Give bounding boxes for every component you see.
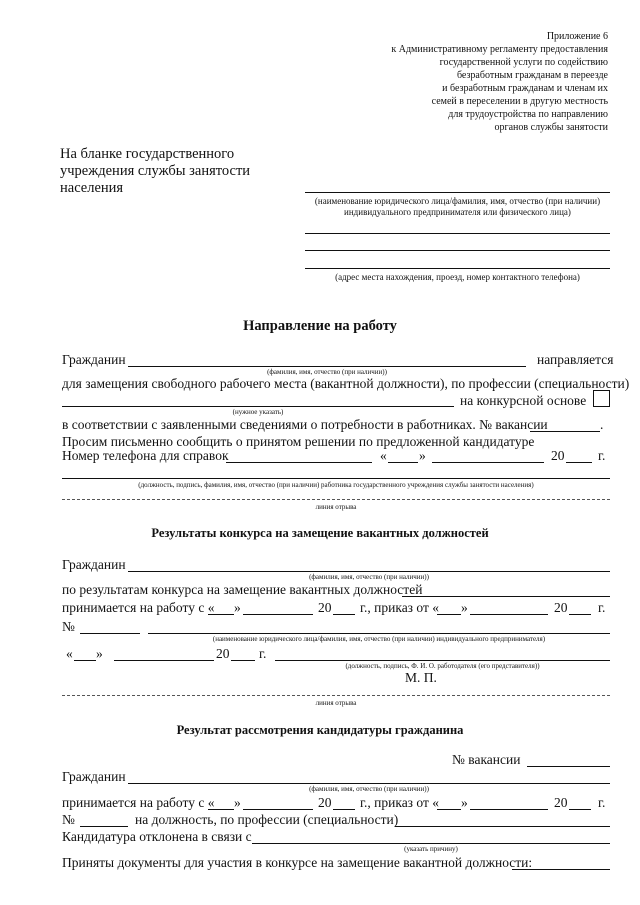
letterhead-line: На бланке государственного bbox=[60, 146, 235, 162]
comp-line2: по результатам конкурса на замещение вакантных должностей bbox=[62, 582, 423, 597]
review-vacancy-field[interactable] bbox=[527, 766, 610, 767]
comp-order-from: г., приказ от « bbox=[360, 600, 439, 615]
period: . bbox=[600, 417, 604, 432]
referral-line2: для замещения свободного рабочего места (вакантной должности), по профессии (специальности) bbox=[62, 376, 630, 391]
comp-order-year-prefix: 20 bbox=[554, 600, 568, 615]
review-quote-close: » bbox=[234, 795, 241, 810]
addressee-name-caption-1: (наименование юридического лица/фамилия, имя, отчество (при наличии) bbox=[314, 196, 601, 206]
review-number-sign: № bbox=[62, 812, 75, 827]
comp-fio-caption: (фамилия, имя, отчество (при наличии)) bbox=[309, 573, 429, 581]
competitive-checkbox[interactable] bbox=[593, 390, 610, 407]
citizen-fio-field[interactable] bbox=[128, 366, 526, 367]
review-order-quote-close: » bbox=[461, 795, 468, 810]
annex-line: и безработным гражданам и членам их bbox=[442, 83, 608, 94]
addressee-name-caption-2: индивидуального предпринимателя или физического лица) bbox=[344, 207, 571, 217]
competitive-label: на конкурсной основе bbox=[460, 393, 587, 408]
referral-title: Направление на работу bbox=[243, 318, 397, 334]
signer-field[interactable] bbox=[62, 478, 610, 479]
comp-order-number-field[interactable] bbox=[80, 633, 140, 634]
review-reason-caption: (указать причину) bbox=[404, 845, 458, 853]
day-field[interactable] bbox=[388, 462, 418, 463]
year-prefix: 20 bbox=[551, 448, 565, 463]
review-title: Результат рассмотрения кандидатуры гражданина bbox=[176, 723, 464, 737]
comp-date-quote-open: « bbox=[66, 646, 73, 661]
comp-year-suffix: г. bbox=[598, 600, 606, 615]
fio-caption: (фамилия, имя, отчество (при наличии)) bbox=[267, 368, 387, 376]
comp-number-sign: № bbox=[62, 619, 75, 634]
comp-month-field[interactable] bbox=[243, 614, 313, 615]
annex-line: семей в переселении в другую местность bbox=[431, 96, 608, 107]
phone-field[interactable] bbox=[226, 462, 372, 463]
annex-line: к Административному регламенту предоставления bbox=[391, 44, 608, 55]
comp-citizen-field[interactable] bbox=[128, 571, 610, 572]
review-position-field[interactable] bbox=[395, 826, 610, 827]
stamp-label: М. П. bbox=[405, 670, 437, 685]
annex-line: органов службы занятости bbox=[494, 122, 608, 133]
comp-org-caption: (наименование юридического лица/фамилия, имя, отчество (при наличии) индивидуального предпринимателя) bbox=[212, 635, 546, 643]
comp-position-field[interactable] bbox=[402, 596, 610, 597]
review-day-field[interactable] bbox=[208, 809, 234, 810]
annex-header bbox=[308, 30, 608, 134]
addressee-name-line[interactable] bbox=[305, 192, 610, 193]
specify-caption: (нужное указать) bbox=[232, 408, 284, 416]
quote-open: « bbox=[380, 448, 387, 463]
cut-label: линия отрыва bbox=[315, 503, 357, 511]
review-order-number-field[interactable] bbox=[80, 826, 128, 827]
annex-line: безработным гражданам в переезде bbox=[456, 70, 608, 81]
cut-line bbox=[62, 499, 610, 500]
comp-accepted-from: принимается на работу с « bbox=[62, 600, 215, 615]
annex-line: государственной услуги по содействию bbox=[439, 57, 608, 68]
comp-date-month-field[interactable] bbox=[114, 660, 214, 661]
letterhead-line: учреждения службы занятости bbox=[60, 163, 251, 179]
review-position-label: на должность, по профессии (специальности) bbox=[135, 812, 399, 827]
comp-year-field[interactable] bbox=[333, 614, 355, 615]
review-order-year-field[interactable] bbox=[569, 809, 591, 810]
review-documents-field[interactable] bbox=[512, 869, 610, 870]
comp-employer-caption: (должность, подпись, Ф. И. О. работодателя (его представителя)) bbox=[345, 662, 540, 670]
vacancy-number-field[interactable] bbox=[530, 431, 600, 432]
comp-org-field[interactable] bbox=[148, 633, 610, 634]
addressee-address-line[interactable] bbox=[305, 268, 610, 269]
comp-employer-field[interactable] bbox=[275, 660, 610, 661]
review-year-suffix: г. bbox=[598, 795, 606, 810]
annex-line: Приложение 6 bbox=[546, 31, 608, 42]
review-order-month-field[interactable] bbox=[470, 809, 548, 810]
addressee-address-caption: (адрес места нахождения, проезд, номер контактного телефона) bbox=[335, 272, 580, 282]
comp-date-year-prefix: 20 bbox=[216, 646, 230, 661]
cut-label: линия отрыва bbox=[315, 699, 357, 707]
letterhead bbox=[60, 146, 250, 197]
year-field[interactable] bbox=[566, 462, 592, 463]
quote-close: » bbox=[419, 448, 426, 463]
review-year-field[interactable] bbox=[333, 809, 355, 810]
comp-citizen-label: Гражданин bbox=[62, 557, 126, 572]
comp-order-day-field[interactable] bbox=[437, 614, 461, 615]
comp-day-field[interactable] bbox=[208, 614, 234, 615]
profession-field[interactable] bbox=[62, 406, 454, 407]
comp-order-month-field[interactable] bbox=[470, 614, 548, 615]
comp-date-year-suffix: г. bbox=[259, 646, 267, 661]
review-order-day-field[interactable] bbox=[437, 809, 461, 810]
comp-order-year-field[interactable] bbox=[569, 614, 591, 615]
referral-line4: в соответствии с заявленными сведениями о потребности в работниках. № вакансии bbox=[62, 417, 548, 432]
phone-label: Номер телефона для справок bbox=[62, 448, 229, 463]
cut-line bbox=[62, 695, 610, 696]
comp-date-quote-close: » bbox=[96, 646, 103, 661]
review-order-year-prefix: 20 bbox=[554, 795, 568, 810]
referral-line5: Просим письменно сообщить о принятом решении по предложенной кандидатуре bbox=[62, 434, 535, 449]
review-order-from: г., приказ от « bbox=[360, 795, 439, 810]
review-vacancy-label: № вакансии bbox=[452, 752, 521, 767]
year-suffix: г. bbox=[598, 448, 606, 463]
review-year-prefix: 20 bbox=[318, 795, 332, 810]
addressee-line[interactable] bbox=[305, 250, 610, 251]
review-documents-label: Приняты документы для участия в конкурсе на замещение вакантной должности: bbox=[62, 855, 533, 870]
comp-date-day-field[interactable] bbox=[74, 660, 96, 661]
comp-date-year-field[interactable] bbox=[231, 660, 255, 661]
directed-text: направляется bbox=[537, 352, 614, 367]
letterhead-line: населения bbox=[60, 180, 124, 196]
review-citizen-field[interactable] bbox=[128, 783, 610, 784]
review-fio-caption: (фамилия, имя, отчество (при наличии)) bbox=[309, 785, 429, 793]
citizen-label: Гражданин bbox=[62, 352, 126, 367]
addressee-line[interactable] bbox=[305, 233, 610, 234]
signer-caption: (должность, подпись, фамилия, имя, отчество (при наличии) работника государственного учреждения службы занятости населения) bbox=[138, 481, 534, 489]
review-citizen-label: Гражданин bbox=[62, 769, 126, 784]
annex-line: для трудоустройства по направлению bbox=[448, 109, 608, 120]
competition-title: Результаты конкурса на замещение вакантных должностей bbox=[151, 526, 489, 540]
review-reason-field[interactable] bbox=[252, 843, 610, 844]
comp-year-prefix: 20 bbox=[318, 600, 332, 615]
comp-order-quote-close: » bbox=[461, 600, 468, 615]
review-rejected-label: Кандидатура отклонена в связи с bbox=[62, 829, 252, 844]
comp-quote-close: » bbox=[234, 600, 241, 615]
review-accepted-from: принимается на работу с « bbox=[62, 795, 215, 810]
review-month-field[interactable] bbox=[243, 809, 313, 810]
month-field[interactable] bbox=[432, 462, 544, 463]
